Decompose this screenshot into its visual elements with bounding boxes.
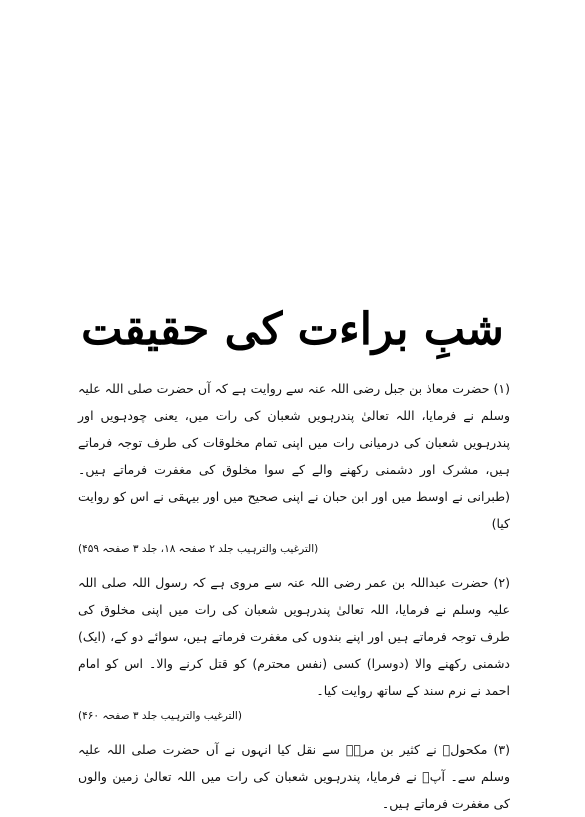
hadith-paragraph-2: (۲) حضرت عبداللہ بن عمر رضی اللہ عنہ سے مروی ہے کہ رسول اللہ صلی اللہ علیہ وسلم نے فرمایا، اللہ تعالیٰ پندرہویں شعبان کی رات میں اپنی مخلوق کی طرف توجہ فرماتے ہیں اور اپنے بندوں کی مغفرت فرماتے ہیں، سوائے دو کے، (ایک) دشمنی رکھنے والا (دوسرا) کسی (نفس محترم) کو قتل کرنے والا۔ اس کو امام احمد نے نرم سند کے ساتھ روایت کیا۔ [78,575,510,698]
page-title: شبِ براءت کی حقیقت [81,304,504,355]
paragraph-spacer [78,728,510,736]
document-body [78,375,510,817]
hadith-reference-1: (الترغیب والترہیب جلد ۲ صفحہ ۱۸، جلد ۳ صفحہ ۴۵۹) [78,543,319,555]
hadith-paragraph-3: (۳) مکحولؒ نے کثیر بن مرہؒ سے نقل کیا انہوں نے آں حضرت صلی اللہ علیہ وسلم سے۔ آپؐ نے فرمایا، پندرہویں شعبان کی رات میں اللہ تعالیٰ زمین والوں کی مغفرت فرماتے ہیں۔ [78,742,510,811]
hadith-paragraph-1: (۱) حضرت معاذ بن جبل رضی اللہ عنہ سے روایت ہے کہ آں حضرت صلی اللہ علیہ وسلم نے فرمایا، اللہ تعالیٰ پندرہویں شعبان کی رات میں، یعنی چودہویں اور پندرہویں شعبان کی درمیانی رات میں اپنی تمام مخلوقات کی طرف توجہ فرماتے ہیں، مشرک اور دشمنی رکھنے والے کے سوا مخلوق کی مغفرت فرماتے ہیں۔ (طبرانی نے اوسط میں اور ابن حبان نے اپنی صحیح میں اور بیہقی نے اس کو روایت کیا) [78,381,510,531]
paragraph-spacer [78,561,510,569]
hadith-reference-2: (الترغیب والترہیب جلد ۳ صفحہ ۴۶۰) [78,710,242,722]
